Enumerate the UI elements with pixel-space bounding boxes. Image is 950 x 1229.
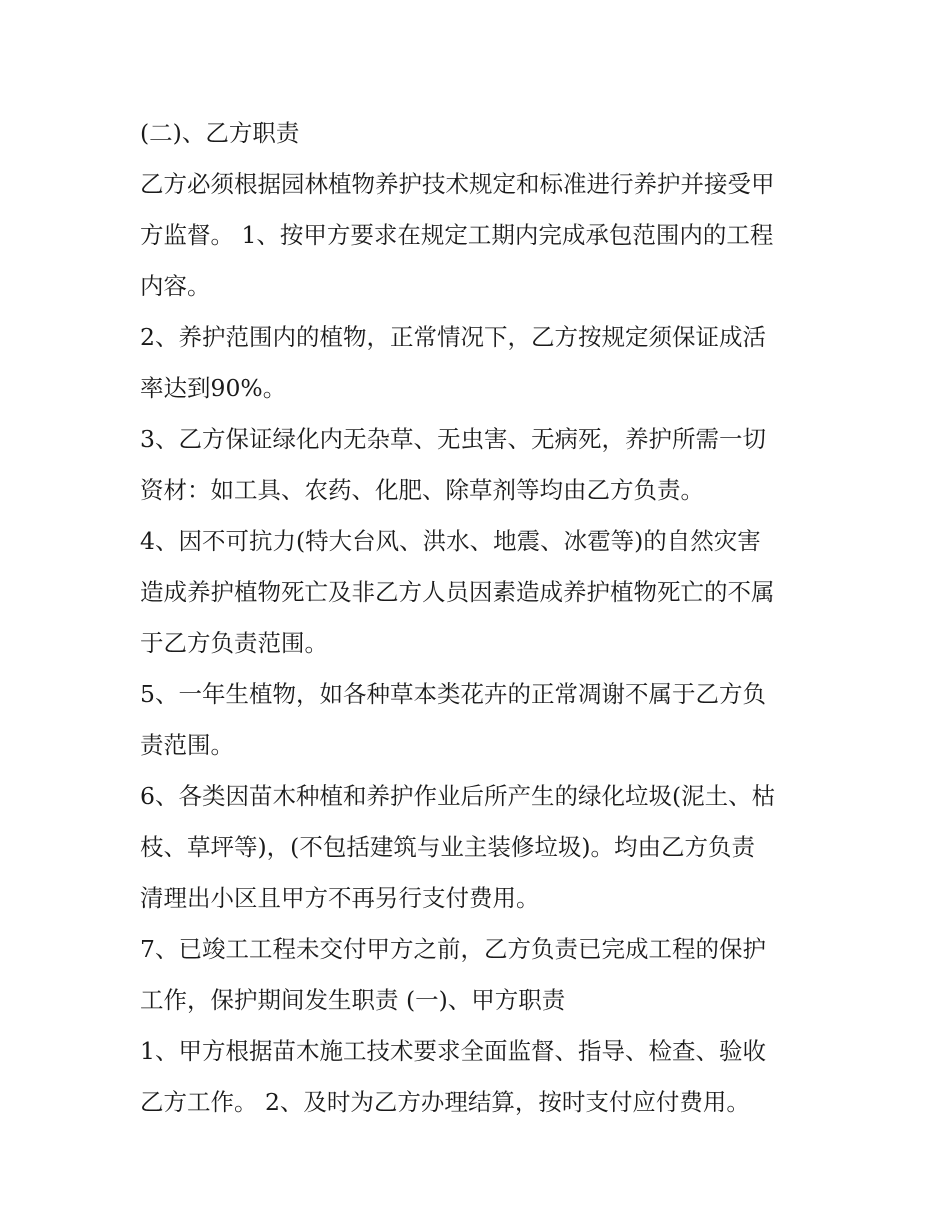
document-body [140,108,820,1128]
text-line: 5、一年生植物，如各种草本类花卉的正常凋谢不属于乙方负 [140,680,766,708]
text-line: 乙方工作。 2、及时为乙方办理结算，按时支付应付费用。 [140,1088,750,1116]
text-line: 造成养护植物死亡及非乙方人员因素造成养护植物死亡的不属 [140,578,775,606]
text-line: 资材：如工具、农药、化肥、除草剂等均由乙方负责。 [140,476,704,504]
text-line: 于乙方负责范围。 [140,629,328,657]
text-line: 清理出小区且甲方不再另行支付费用。 [140,884,540,912]
text-line: 方监督。 1、按甲方要求在规定工期内完成承包范围内的工程 [140,221,774,249]
text-line: 责范围。 [140,731,234,759]
text-line: 枝、草坪等)，(不包括建筑与业主装修垃圾)。均由乙方负责 [140,833,756,861]
section-heading: (二)、乙方职责 [140,119,300,147]
text-line: 工作，保护期间发生职责 (一)、甲方职责 [140,986,566,1014]
text-line: 内容。 [140,272,211,300]
text-line: 4、因不可抗力(特大台风、洪水、地震、冰雹等)的自然灾害 [140,527,761,555]
text-line: 率达到90%。 [140,374,287,402]
text-line: 1、甲方根据苗木施工技术要求全面监督、指导、检查、验收 [140,1037,766,1065]
text-line: 2、养护范围内的植物，正常情况下，乙方按规定须保证成活 [140,323,766,351]
text-line: 7、已竣工工程未交付甲方之前，乙方负责已完成工程的保护 [140,935,766,963]
text-line: 乙方必须根据园林植物养护技术规定和标准进行养护并接受甲 [140,170,775,198]
text-line: 6、各类因苗木种植和养护作业后所产生的绿化垃圾(泥土、枯 [140,782,776,810]
text-line: 3、乙方保证绿化内无杂草、无虫害、无病死，养护所需一切 [140,425,766,453]
